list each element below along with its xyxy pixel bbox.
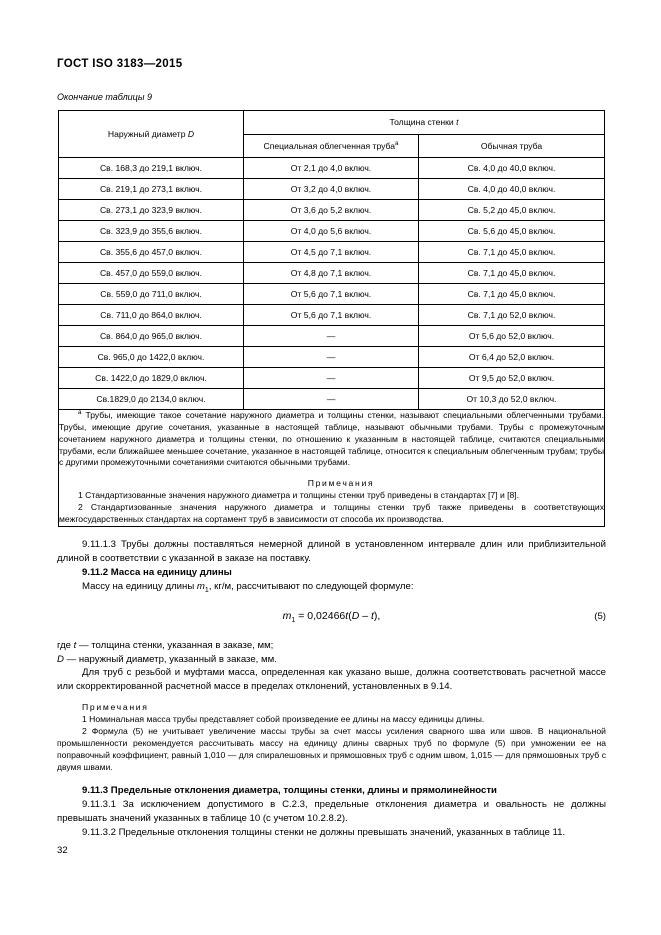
mass-symbol: m bbox=[196, 580, 205, 592]
table-body bbox=[59, 158, 605, 527]
formula-lhs-sub: 1 bbox=[291, 616, 296, 624]
cell-diameter: Св. 273,1 до 323,9 включ. bbox=[59, 200, 244, 221]
cell-ordinary: Св. 4,0 до 40,0 включ. bbox=[419, 179, 605, 200]
running-header: ГОСТ ISO 3183—2015 bbox=[57, 58, 183, 70]
table-footnote-text: Трубы, имеющие такое сочетание наружного диаметра и толщины стенки, называют специальными облегченными трубами. Трубы, имеющие другие сочетания, указанные в настоящей таблице, называют обычными трубами. Трубы с промежуточным сочетанием наружного диаметра и толщины стенки, по отношению к указанным в настоящей таблице, считаются специальными трубами, если ближайшее меньшее сочетание, указанное в настоящей таблице, относится к специальным облегченным трубам; трубы с другими промежуточными сочетаниями считаются обычными трубами. bbox=[59, 410, 604, 468]
column-header-special-pipe-text: Специальная облегченная труба bbox=[263, 140, 396, 151]
column-group-header-thickness bbox=[244, 111, 605, 135]
column-header-diameter-text: Наружный диаметр bbox=[107, 129, 188, 139]
table-header-row-1 bbox=[59, 111, 605, 135]
spacer bbox=[57, 773, 606, 784]
table-row bbox=[59, 305, 605, 326]
dimensions-table bbox=[58, 110, 605, 527]
table-row bbox=[59, 158, 605, 179]
cell-diameter: Св.1829,0 до 2134,0 включ. bbox=[59, 389, 244, 410]
cell-diameter: Св. 965,0 до 1422,0 включ. bbox=[59, 347, 244, 368]
table-row bbox=[59, 368, 605, 389]
cell-ordinary: От 10,3 до 52,0 включ. bbox=[419, 389, 605, 410]
page-number: 32 bbox=[57, 845, 68, 856]
cell-diameter: Св. 323,9 до 355,6 включ. bbox=[59, 221, 244, 242]
equation-number: (5) bbox=[594, 610, 606, 622]
cell-special: От 4,8 до 7,1 включ. bbox=[244, 263, 419, 284]
column-header-diameter bbox=[59, 111, 244, 158]
where-line-t bbox=[57, 639, 606, 653]
where-var-d: D bbox=[57, 653, 64, 665]
where-desc-d: — наружный диаметр, указанный в заказе, мм. bbox=[63, 653, 277, 665]
table-caption: Окончание таблицы 9 bbox=[57, 92, 152, 102]
table-footnote bbox=[59, 410, 604, 469]
table-header bbox=[59, 111, 605, 158]
cell-special: — bbox=[244, 326, 419, 347]
body-content bbox=[57, 538, 606, 840]
cell-special: От 3,2 до 4,0 включ. bbox=[244, 179, 419, 200]
body-note-1: 1 Номинальная масса трубы представляет собой произведение ее длины на массу единицы длины. bbox=[82, 714, 485, 725]
where-var-t: t bbox=[73, 639, 77, 651]
clause-9-11-3-1: 9.11.3.1 За исключением допустимого в С.2.3, предельные отклонения диаметра и овальность не должны превышать значений указанных в таблице 10 (с учетом 10.2.8.2). bbox=[57, 799, 606, 825]
mass-symbol-subscript: 1 bbox=[204, 586, 209, 594]
formula-equals: = bbox=[295, 609, 308, 622]
footnote-marker-a: a bbox=[395, 139, 399, 147]
mass-intro-paragraph bbox=[57, 580, 606, 594]
cell-special: От 2,1 до 4,0 включ. bbox=[244, 158, 419, 179]
heading-9-11-3: 9.11.3 Предельные отклонения диаметра, толщины стенки, длины и прямолинейности bbox=[82, 785, 497, 797]
body-notes-title: Примечания bbox=[82, 702, 149, 713]
table-row bbox=[59, 389, 605, 410]
cell-ordinary: От 6,4 до 52,0 включ. bbox=[419, 347, 605, 368]
cell-special: — bbox=[244, 368, 419, 389]
table-row bbox=[59, 200, 605, 221]
column-header-ordinary-pipe: Обычная труба bbox=[419, 134, 605, 158]
cell-diameter: Св. 219,1 до 273,1 включ. bbox=[59, 179, 244, 200]
cell-ordinary: Св. 7,1 до 45,0 включ. bbox=[419, 242, 605, 263]
cell-special: От 5,6 до 7,1 включ. bbox=[244, 305, 419, 326]
formula-close-paren: ), bbox=[373, 609, 381, 622]
formula-var-t: t bbox=[345, 609, 349, 622]
table-notes-row bbox=[59, 410, 605, 527]
column-group-header-thickness-text: Толщина стенки bbox=[389, 117, 457, 128]
cell-special: От 4,5 до 7,1 включ. bbox=[244, 242, 419, 263]
cell-ordinary: Св. 5,6 до 45,0 включ. bbox=[419, 221, 605, 242]
formula-var-d: D bbox=[351, 609, 360, 622]
cell-diameter: Св. 864,0 до 965,0 включ. bbox=[59, 326, 244, 347]
heading-9-11-2: 9.11.2 Масса на единицу длины bbox=[82, 566, 232, 578]
table-row bbox=[59, 242, 605, 263]
cell-special: От 4,0 до 5,6 включ. bbox=[244, 221, 419, 242]
column-header-special-pipe bbox=[244, 134, 419, 158]
clause-9-11-3-2: 9.11.3.2 Предельные отклонения толщины стенки не должны превышать значений, указанных в таблице 11. bbox=[82, 827, 566, 839]
cell-ordinary: От 9,5 до 52,0 включ. bbox=[419, 368, 605, 389]
table-row bbox=[59, 326, 605, 347]
where-desc-t: — толщина стенки, указанная в заказе, мм; bbox=[76, 639, 274, 651]
table-row bbox=[59, 347, 605, 368]
diameter-symbol: D bbox=[187, 129, 195, 139]
formula-coefficient: 0,02466 bbox=[307, 609, 346, 622]
formula-row bbox=[57, 601, 606, 639]
cell-ordinary: От 5,6 до 52,0 включ. bbox=[419, 326, 605, 347]
body-notes-block bbox=[57, 701, 606, 773]
table-9-continuation bbox=[58, 110, 604, 527]
table-footnote-and-notes bbox=[59, 410, 605, 527]
paragraph-threaded-pipes: Для труб с резьбой и муфтами масса, определенная как указано выше, должна соответствовать расчетной массе или скорректированной расчетной массе в пределах отклонений, установленных в 9.14. bbox=[57, 667, 606, 693]
cell-special: — bbox=[244, 347, 419, 368]
cell-diameter: Св. 355,6 до 457,0 включ. bbox=[59, 242, 244, 263]
mass-intro-post: , кг/м, рассчитывают по следующей формуле: bbox=[208, 580, 414, 592]
cell-ordinary: Св. 7,1 до 45,0 включ. bbox=[419, 263, 605, 284]
cell-ordinary: Св. 5,2 до 45,0 включ. bbox=[419, 200, 605, 221]
clause-9-11-1-3: 9.11.1.3 Трубы должны поставляться немерной длиной в установленном интервале длин или приблизительной длиной в соответствии с указанной в заказе на поставку. bbox=[57, 539, 606, 564]
mass-intro-pre: Массу на единицу длины bbox=[82, 580, 197, 592]
cell-diameter: Св. 1422,0 до 1829,0 включ. bbox=[59, 368, 244, 389]
cell-diameter: Св. 168,3 до 219,1 включ. bbox=[59, 158, 244, 179]
cell-diameter: Св. 559,0 до 711,0 включ. bbox=[59, 284, 244, 305]
table-row bbox=[59, 221, 605, 242]
body-note-2: 2 Формула (5) не учитывает увеличение массы трубы за счет массы усиления сварного шва или швов. В национальной промышленности рекомендуется рассчитывать массу на единицу длины сварных труб по формуле (5) при умножении ее на поправочный коэффициент, равный 1,010 — для спиралешовных и прямошовных труб с одним швом, 1,015 — для прямошовных труб с двумя швами. bbox=[57, 726, 606, 773]
cell-special: — bbox=[244, 389, 419, 410]
cell-ordinary: Св. 7,1 до 52,0 включ. bbox=[419, 305, 605, 326]
cell-diameter: Св. 711,0 до 864,0 включ. bbox=[59, 305, 244, 326]
thickness-symbol: t bbox=[456, 117, 459, 128]
cell-diameter: Св. 457,0 до 559,0 включ. bbox=[59, 263, 244, 284]
formula-var-t2: t bbox=[370, 609, 374, 622]
table-row bbox=[59, 284, 605, 305]
where-line-d bbox=[57, 653, 606, 667]
footnote-marker-a: a bbox=[78, 409, 82, 417]
mass-formula bbox=[283, 609, 381, 624]
cell-special: От 3,6 до 5,2 включ. bbox=[244, 200, 419, 221]
cell-ordinary: Св. 7,1 до 45,0 включ. bbox=[419, 284, 605, 305]
formula-minus: – bbox=[359, 609, 371, 622]
formula-lhs-var: m bbox=[282, 609, 292, 622]
table-notes-title: Примечания bbox=[307, 478, 375, 489]
formula-open-paren: ( bbox=[348, 609, 352, 622]
cell-ordinary: Св. 4,0 до 40,0 включ. bbox=[419, 158, 605, 179]
table-note-2: 2 Стандартизованные значения наружного диаметра и толщины стенки труб также приведены в соответствующих межгосударственных стандартах на сортамент труб в зависимости от способа их производства. bbox=[59, 502, 604, 524]
table-note-1: 1 Стандартизованные значения наружного диаметра и толщины стенки труб приведены в стандартах [7] и [8]. bbox=[78, 490, 520, 501]
cell-special: От 5,6 до 7,1 включ. bbox=[244, 284, 419, 305]
table-row bbox=[59, 263, 605, 284]
table-row bbox=[59, 179, 605, 200]
where-prefix: где bbox=[57, 639, 74, 651]
